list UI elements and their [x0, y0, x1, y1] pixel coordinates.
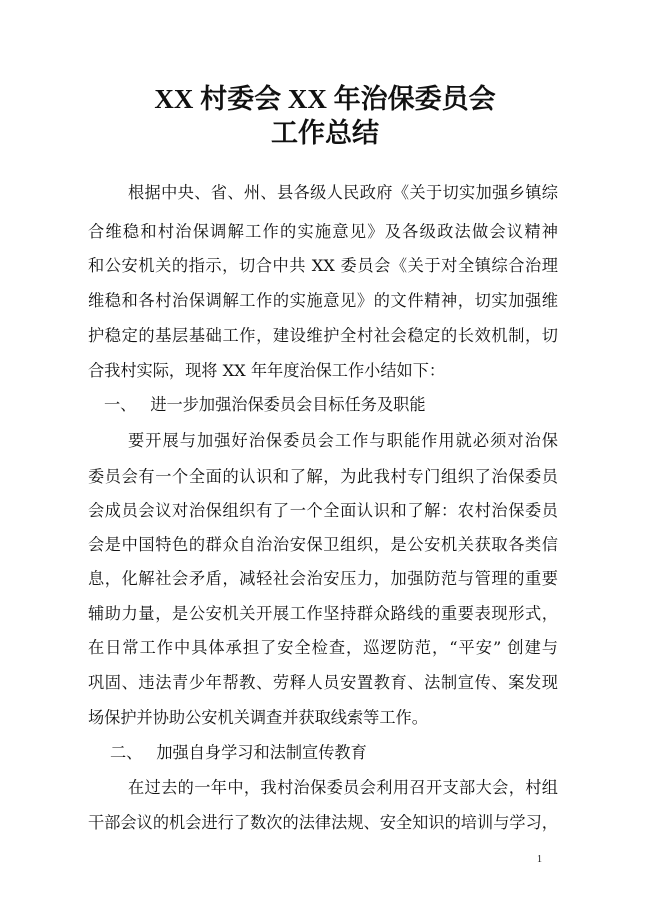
- section-2-line: 干部会议的机会进行了数次的法律法规、安全知识的培训与学习，: [88, 813, 558, 832]
- section-2-line: 在过去的一年中，我村治保委员会利用召开支部大会，村组: [128, 778, 558, 797]
- intro-line: 合我村实际，现将 XX 年年度治保工作小结如下：: [88, 361, 446, 380]
- section-1-line: 息，化解社会矛盾，减轻社会治安压力，加强防范与管理的重要: [88, 569, 558, 588]
- document-title-line-2: 工作总结: [271, 118, 379, 148]
- section-1-heading-text: 进一步加强治保委员会目标任务及职能: [150, 395, 426, 414]
- section-1-line: 巩固、违法青少年帮教、劳释人员安置教育、法制宣传、案发现: [88, 673, 558, 692]
- section-1-line: 场保护并协助公安机关调查并获取线索等工作。: [88, 708, 428, 727]
- section-1-number: 一、: [104, 395, 137, 414]
- section-1-heading: [104, 395, 426, 415]
- intro-line: 维稳和各村治保调解工作的实施意见》的文件精神，切实加强维: [88, 291, 558, 310]
- intro-line: 合维稳和村治保调解工作的实施意见》及各级政法做会议精神: [88, 222, 558, 241]
- section-1-line: 在日常工作中具体承担了安全检查，巡逻防范，“平安” 创建与: [88, 638, 558, 657]
- page-number: 1: [537, 854, 542, 865]
- section-1-line: 委员会有一个全面的认识和了解，为此我村专门组织了治保委员: [88, 467, 558, 486]
- section-1-line: 要开展与加强好治保委员会工作与职能作用就必须对治保: [128, 431, 558, 450]
- intro-line: 根据中央、省、州、县各级人民政府《关于切实加强乡镇综: [128, 183, 558, 202]
- intro-line: 和公安机关的指示，切合中共 XX 委员会《关于对全镇综合治理: [88, 256, 558, 275]
- section-1-line: 辅助力量，是公安机关开展工作坚持群众路线的重要表现形式，: [88, 604, 558, 623]
- section-1-line: 会是中国特色的群众自治治安保卫组织，是公安机关获取各类信: [88, 535, 558, 554]
- document-title-line-1: XX 村委会 XX 年治保委员会: [154, 84, 496, 114]
- section-2-heading: [110, 743, 367, 763]
- section-2-number: 二、: [110, 743, 143, 762]
- section-1-line: 会成员会议对治保组织有了一个全面认识和了解：农村治保委员: [88, 501, 558, 520]
- section-2-heading-text: 加强自身学习和法制宣传教育: [156, 743, 367, 762]
- intro-line: 护稳定的基层基础工作，建设维护全村社会稳定的长效机制，切: [88, 326, 558, 345]
